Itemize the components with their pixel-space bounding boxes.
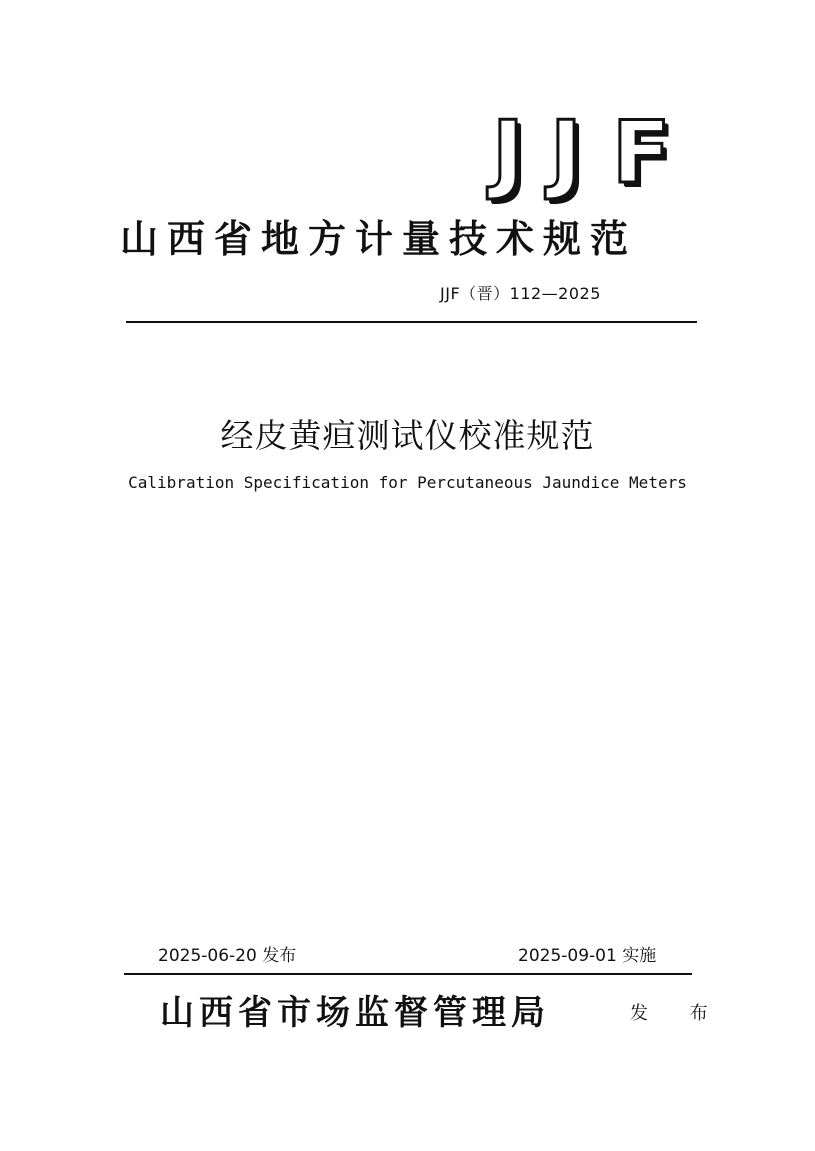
document-subtitle: Calibration Specification for Percutaneous Jaundice Meters (128, 473, 687, 492)
jjf-logo (488, 103, 678, 203)
logo-letter-j2: J (550, 103, 582, 203)
publisher-name: 山西省市场监督管理局 (160, 993, 550, 1033)
logo-letter-f: F (612, 103, 671, 203)
header-title: 山西省地方计量技术规范 (120, 216, 638, 261)
standard-code: JJF（晋）112—2025 (440, 284, 601, 303)
effective-date: 2025-09-01 实施 (518, 946, 657, 966)
publish-label: 发 布 (630, 1003, 726, 1024)
logo-letter-j1: J (492, 103, 524, 203)
bottom-divider (124, 973, 692, 975)
document-title: 经皮黄疸测试仪校准规范 (220, 416, 595, 455)
top-divider (126, 321, 697, 323)
issue-date: 2025-06-20 发布 (158, 946, 297, 966)
